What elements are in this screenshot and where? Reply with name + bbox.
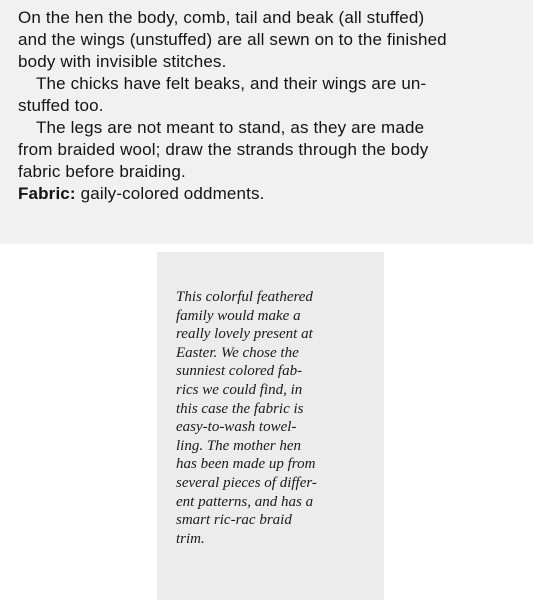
caption-line: has been made up from [176,456,316,473]
body-line: The chicks have felt beaks, and their wings are un- [36,74,427,93]
body-line: and the wings (unstuffed) are all sewn on to the finished [18,30,447,49]
caption-line: family would make a [176,307,301,324]
body-line: On the hen the body, comb, tail and beak (all stuffed) [18,8,425,27]
caption-line: ling. The mother hen [176,437,301,454]
caption-line: smart ric-rac braid [176,512,292,529]
body-line: The legs are not meant to stand, as they are made [36,118,425,137]
instructions-text [18,7,523,205]
caption-line: trim. [176,530,205,547]
caption-line: sunniest colored fab- [176,363,303,380]
caption-line: This colorful feathered [176,289,313,305]
caption-line: Easter. We chose the [176,344,299,361]
fabric-label: Fabric: [18,184,76,203]
body-line: stuffed too. [18,96,104,115]
caption-line: rics we could find, in [176,381,303,398]
caption-text [176,288,376,548]
caption-line: several pieces of differ- [176,474,317,491]
caption-line: really lovely present at [176,326,313,343]
caption-line: this case the fabric is [176,400,304,417]
caption-line: ent patterns, and has a [176,493,314,510]
body-line: from braided wool; draw the strands through the body [18,140,429,159]
caption-line: easy-to-wash towel- [176,419,297,436]
fabric-line [18,183,523,205]
body-line: fabric before braiding. [18,162,186,181]
body-line: body with invisible stitches. [18,52,227,71]
fabric-value: gaily-colored oddments. [75,184,265,203]
